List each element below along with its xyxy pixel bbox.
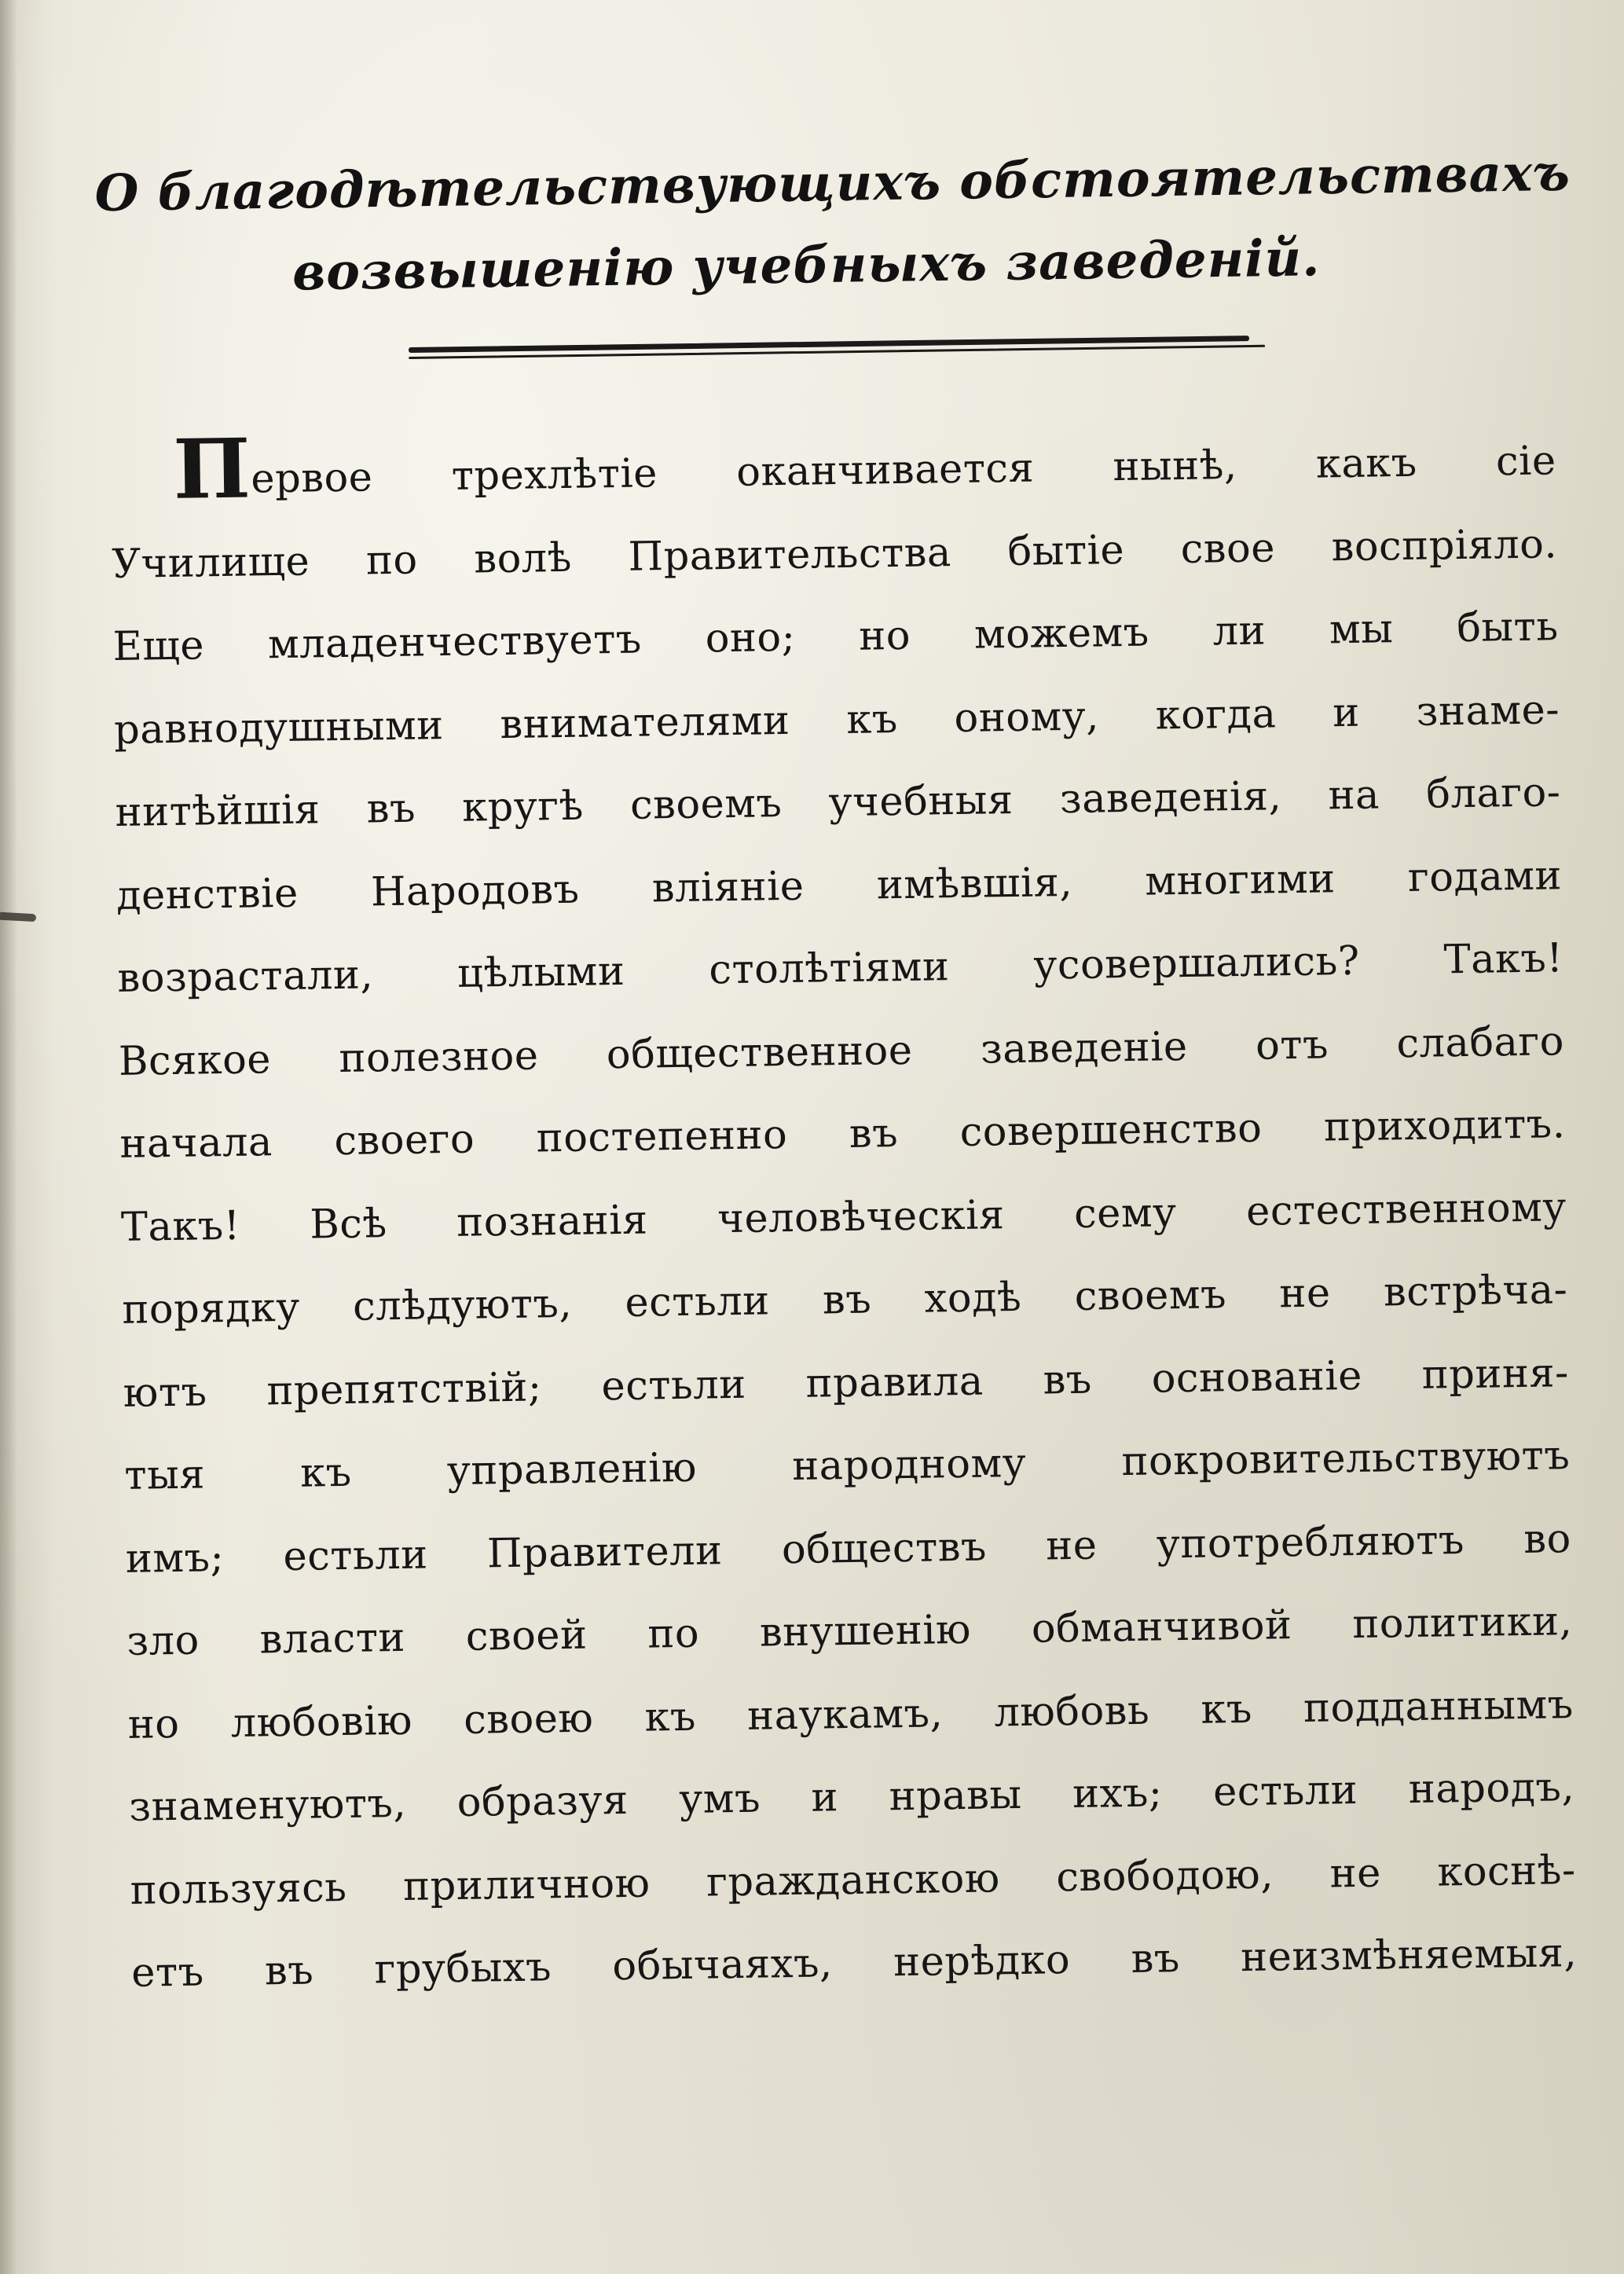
title-separator-rule — [409, 336, 1249, 359]
body-line-9: начала своего постепенно въ совершенство приходитъ. — [119, 1101, 1566, 1168]
body-line-15: зло власти своей по внушенію обманчивой политики, — [126, 1598, 1573, 1665]
body-line-7: возрастали, цѣлыми столѣтіями усовершались? Такъ! — [117, 935, 1564, 1002]
body-line-11: порядку слѣдуютъ, естьли въ ходѣ своемъ не встрѣча- — [122, 1267, 1568, 1333]
body-line-10: Такъ! Всѣ познанія человѣческія сему естественному — [120, 1183, 1567, 1251]
body-line-8: Всякое полезное общественное заведеніе отъ слабаго — [118, 1018, 1565, 1085]
title-line-2: возвышенію учебныхъ заведеній. — [291, 229, 1321, 303]
body-line-4: равнодушными внимателями къ оному, когда и знаме- — [113, 686, 1560, 754]
title-line-1: О благодѣтельствующихъ обстоятельствахъ — [94, 143, 1571, 223]
body-line-16: но любовію своею къ наукамъ, любовь къ подданнымъ — [127, 1681, 1575, 1748]
body-line-1-text: ервое трехлѣтіе оканчивается нынѣ, какъ сіе — [251, 438, 1556, 503]
body-line-5: нитѣйшія въ кругѣ своемъ учебныя заведенія, на благо- — [115, 769, 1561, 836]
body-paragraph — [110, 420, 1578, 2015]
body-line-3: Еще младенчествуетъ оно; но можемъ ли мы быть — [112, 603, 1559, 670]
body-line-6: денствіе Народовъ вліяніе имѣвшія, многими годами — [115, 852, 1563, 919]
drop-cap-letter: П — [172, 420, 252, 518]
body-line-14: имъ; естьли Правители обществъ не употребляютъ во — [125, 1515, 1572, 1583]
body-line-12: ютъ препятствій; естьли правила въ основаніе приня- — [123, 1349, 1570, 1417]
body-line-18: пользуясь приличною гражданскою свободою, не коснѣ- — [130, 1847, 1577, 1914]
body-line-13: тыя къ управленію народному покровительствуютъ — [123, 1432, 1571, 1499]
chapter-title — [94, 133, 1571, 317]
body-line-2: Училище по волѣ Правительства бытіе свое воспріяло. — [111, 520, 1558, 588]
body-line-19: етъ въ грубыхъ обычаяхъ, нерѣдко въ неизмѣняемыя, — [130, 1930, 1578, 1997]
page-gutter-shadow — [0, 0, 17, 2274]
body-line-17: знаменуютъ, образуя умъ и нравы ихъ; естьли народъ, — [128, 1764, 1575, 1831]
